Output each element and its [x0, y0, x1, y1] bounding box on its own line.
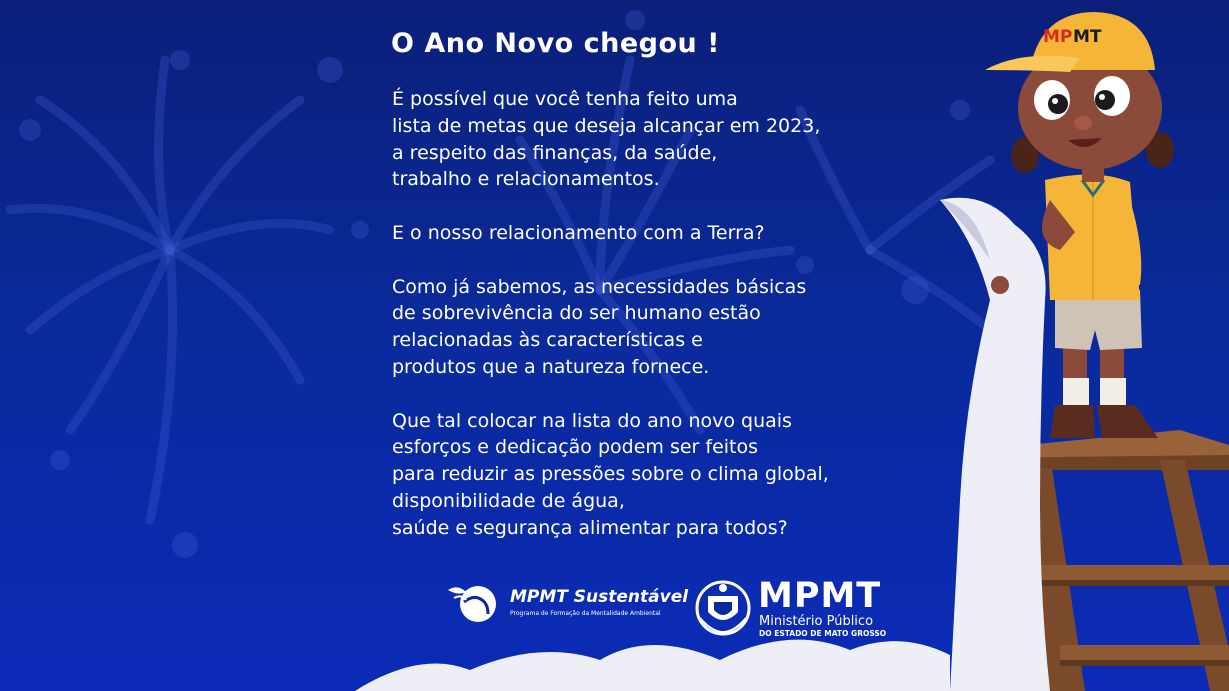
text-line: a respeito das finanças, da saúde, — [392, 141, 718, 164]
cap-text-suffix: MT — [1073, 27, 1102, 47]
coat-of-arms-icon — [692, 578, 754, 638]
text-line: lista de metas que deseja alcançar em 2023, — [392, 114, 821, 137]
page-title: O Ano Novo chegou ! — [391, 28, 720, 59]
text-line: Que tal colocar na lista do ano novo quais — [392, 409, 792, 432]
text-line: trabalho e relacionamentos. — [392, 168, 660, 191]
cap-text-prefix: MP — [1043, 27, 1073, 47]
text-line: para reduzir as pressões sobre o clima global, — [392, 463, 829, 486]
text-line: É possível que você tenha feito uma — [392, 88, 738, 110]
sustentavel-name: MPMT Sustentável — [510, 587, 689, 607]
text-line: de sobrevivência do ser humano estão — [392, 302, 761, 325]
sustentavel-subtitle: Programa de Formação da Mentalidade Ambiental — [510, 610, 661, 617]
mpmt-subtitle-line2: DO ESTADO DE MATO GROSSO — [759, 629, 887, 638]
text-line: disponibilidade de água, — [392, 489, 625, 512]
mpmt-name: MPMT — [758, 576, 882, 616]
text-line: esforços e dedicação podem ser feitos — [392, 436, 759, 459]
text-line: relacionadas às características e — [392, 329, 703, 352]
text-line: E o nosso relacionamento com a Terra? — [392, 221, 765, 244]
text-line: Como já sabemos, as necessidades básicas — [392, 275, 807, 298]
mpmt-subtitle-line1: Ministério Público — [759, 614, 874, 629]
leaf-head-icon — [444, 580, 504, 626]
mpmt-logo — [692, 578, 892, 640]
mpmt-sustentavel-logo — [444, 580, 689, 626]
text-line: produtos que a natureza fornece. — [392, 355, 710, 378]
text-line: saúde e segurança alimentar para todos? — [392, 516, 788, 539]
